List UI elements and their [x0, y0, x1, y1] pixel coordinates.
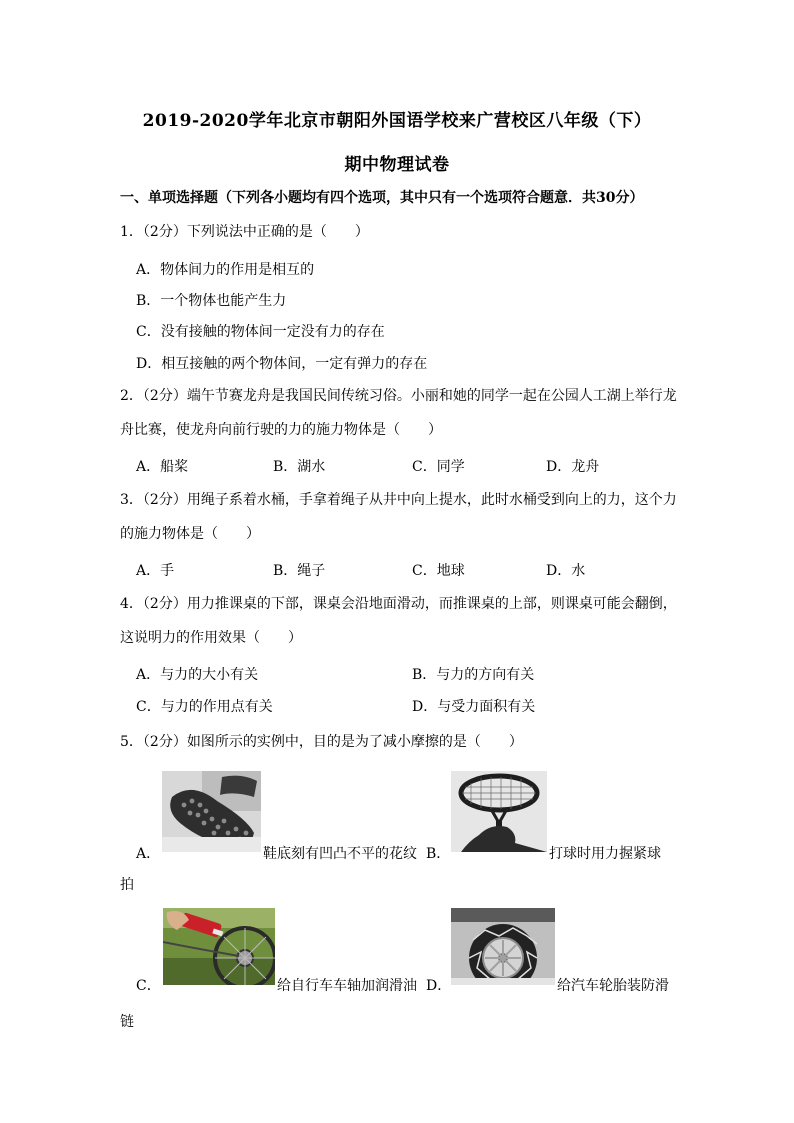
q5-option-a-text: 鞋底刻有凹凸不平的花纹	[263, 846, 417, 862]
q3-option-b: B．绳子	[273, 563, 326, 579]
section-heading: 一、单项选择题（下列各小题均有四个选项，其中只有一个选项符合题意．共30分）	[120, 190, 644, 206]
bicycle-oil-image	[163, 908, 275, 985]
q5-option-b-text: 打球时用力握紧球	[549, 846, 661, 862]
racket-image	[451, 771, 547, 852]
exam-title-line1: 2019-2020学年北京市朝阳外国语学校来广营校区八年级（下）	[142, 111, 652, 131]
q5-option-d-letter: D．	[426, 978, 452, 994]
q3-option-c: C．地球	[412, 563, 465, 579]
q3-option-d: D．水	[546, 563, 586, 579]
q5-option-a-letter: A．	[136, 846, 161, 862]
q4-option-a: A．与力的大小有关	[136, 667, 259, 683]
shoe-sole-image	[162, 771, 261, 852]
q2-stem-line1: 2．（2分）端午节赛龙舟是我国民间传统习俗。小丽和她的同学一起在公园人工湖上举行龙	[120, 388, 677, 404]
q2-option-b: B．湖水	[273, 459, 326, 475]
q1-option-d: D．相互接触的两个物体间，一定有弹力的存在	[136, 356, 428, 372]
q2-option-c: C．同学	[412, 459, 465, 475]
q5-option-c-text: 给自行车车轴加润滑油	[277, 978, 417, 994]
q5-option-d-text: 给汽车轮胎装防滑	[557, 978, 669, 994]
q4-stem-line1: 4．（2分）用力推课桌的下部，课桌会沿地面滑动，而推课桌的上部，则课桌可能会翻倒，	[120, 596, 677, 612]
q4-option-c: C．与力的作用点有关	[136, 699, 273, 715]
q3-stem-line1: 3．（2分）用绳子系着水桶，手拿着绳子从井中向上提水，此时水桶受到向上的力，这个力	[120, 492, 677, 508]
q5-option-b-text-wrap: 拍	[120, 877, 134, 893]
q5-option-b-letter: B．	[426, 846, 451, 862]
tire-chain-image	[451, 908, 555, 985]
q4-stem-line2: 这说明力的作用效果（ ）	[120, 630, 302, 646]
q1-option-c: C．没有接触的物体间一定没有力的存在	[136, 324, 385, 340]
q5-option-d-text-wrap: 链	[120, 1014, 134, 1030]
q1-option-b: B．一个物体也能产生力	[136, 293, 287, 309]
exam-title-line2: 期中物理试卷	[344, 155, 450, 175]
q4-option-b: B．与力的方向有关	[412, 667, 535, 683]
q5-option-c-letter: C．	[136, 978, 161, 994]
q2-option-d: D．龙舟	[546, 459, 600, 475]
q2-stem-line2: 舟比赛，使龙舟向前行驶的力的施力物体是（ ）	[120, 422, 442, 438]
q1-stem: 1．（2分）下列说法中正确的是（ ）	[120, 224, 369, 240]
q3-option-a: A．手	[136, 563, 175, 579]
q5-stem: 5．（2分）如图所示的实例中，目的是为了减小摩擦的是（ ）	[120, 734, 523, 750]
q2-option-a: A．船桨	[136, 459, 189, 475]
q1-option-a: A．物体间力的作用是相互的	[136, 262, 315, 278]
q3-stem-line2: 的施力物体是（ ）	[120, 526, 260, 542]
q4-option-d: D．与受力面积有关	[412, 699, 536, 715]
